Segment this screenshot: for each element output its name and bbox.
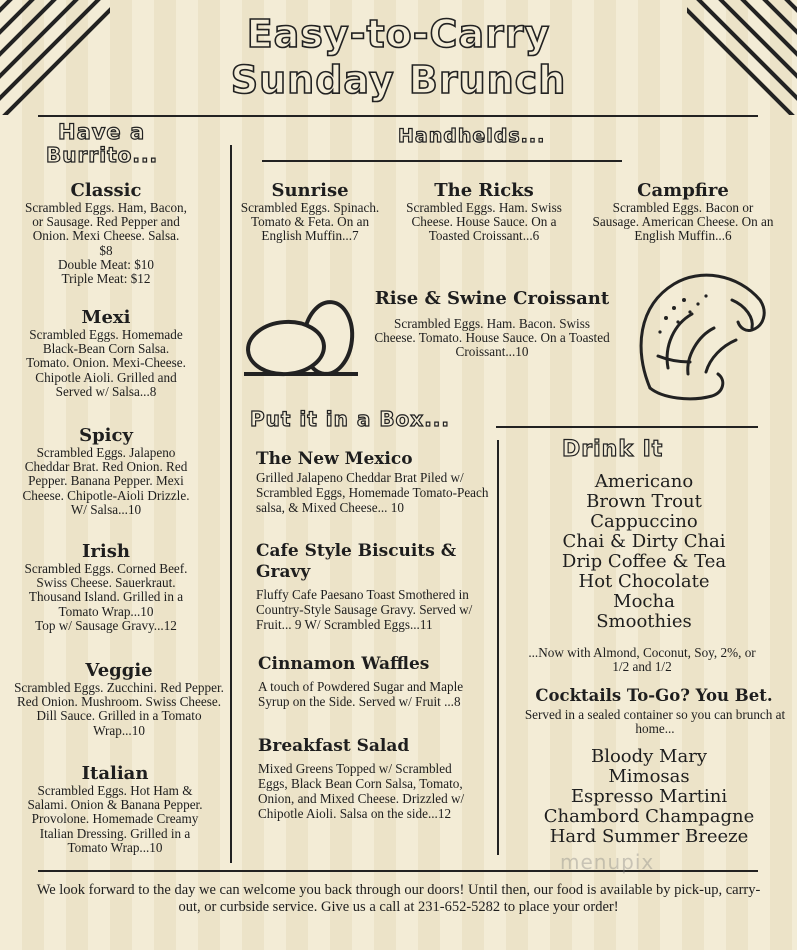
cocktail-list xyxy=(510,747,788,847)
drink-item: Smoothies xyxy=(596,611,692,632)
item-name: Sunrise xyxy=(271,180,349,201)
item-description: Scrambled Eggs. Ham. Swiss Cheese. House Sauce. On a Toasted Croissant...6 xyxy=(406,200,562,244)
item-extra: Double Meat: $10 xyxy=(58,256,154,272)
item-name: The Ricks xyxy=(434,180,534,201)
cocktail-item: Espresso Martini xyxy=(570,786,728,807)
eggs-illustration xyxy=(242,292,362,384)
drink-item: Hot Chocolate xyxy=(578,571,710,592)
top-divider xyxy=(38,115,758,117)
item-name: Mexi xyxy=(81,307,131,328)
cocktail-item: Hard Summer Breeze xyxy=(549,826,749,847)
item-name: Italian xyxy=(81,763,149,784)
item-description: A touch of Powdered Sugar and Maple Syrup on the Side. Served w/ Fruit ...8 xyxy=(258,679,464,709)
watermark: menupix xyxy=(560,850,655,874)
menu-title-line2: Sunday Brunch xyxy=(230,58,567,102)
item-description: Scrambled Eggs. Bacon or Sausage. American Cheese. On an English Muffin...6 xyxy=(592,200,774,244)
item-description: Scrambled Eggs. Ham. Bacon. Swiss Cheese. Tomato. House Sauce. On a Toasted Croissant...10 xyxy=(374,316,610,360)
item-name: Veggie xyxy=(85,660,153,681)
handheld-the-ricks xyxy=(404,180,564,244)
drink-item: Mocha xyxy=(613,591,675,612)
item-name: Cinnamon Waffles xyxy=(258,654,430,674)
column-divider xyxy=(230,145,232,863)
drink-heading: Drink It xyxy=(562,437,664,462)
burrito-irish xyxy=(20,541,192,633)
box-biscuits-gravy xyxy=(256,541,492,632)
drink-item: Cappuccino xyxy=(590,511,698,532)
item-name: The New Mexico xyxy=(256,449,413,469)
burrito-veggie xyxy=(12,660,226,738)
item-name: Cafe Style Biscuits & Gravy xyxy=(256,541,457,582)
box-breakfast-salad xyxy=(258,736,478,821)
drink-item: Chai & Dirty Chai xyxy=(562,531,726,552)
burrito-mexi xyxy=(20,307,192,399)
box-divider xyxy=(497,440,499,855)
item-extra: Triple Meat: $12 xyxy=(61,271,151,287)
item-description: Scrambled Eggs. Homemade Black-Bean Corn Salsa. Tomato. Onion. Mexi-Cheese. Chipotle Aioli. Grilled and Served w/ Salsa...8 xyxy=(26,327,186,399)
item-name: Classic xyxy=(70,180,142,201)
item-description: Scrambled Eggs. Spinach. Tomato & Feta. On an English Muffin...7 xyxy=(240,200,380,244)
handheld-campfire xyxy=(588,180,778,244)
cocktails-note: Served in a sealed container so you can brunch at home... xyxy=(524,707,786,737)
item-extra: Top w/ Sausage Gravy...12 xyxy=(35,617,177,633)
burrito-italian xyxy=(20,763,210,855)
box-heading: Put it in a Box... xyxy=(250,407,450,431)
item-description: Fluffy Cafe Paesano Toast Smothered in Country-Style Sausage Gravy. Served w/ Fruit... 9 W/ Scrambled Eggs...11 xyxy=(256,587,473,632)
box-new-mexico xyxy=(256,449,492,515)
handhelds-underline xyxy=(262,160,622,162)
burrito-classic xyxy=(20,180,192,286)
cocktail-item: Bloody Mary xyxy=(590,746,707,767)
item-name: Breakfast Salad xyxy=(258,736,410,756)
cocktails-title: Cocktails To-Go? You Bet. xyxy=(535,686,773,705)
menu-title-line1: Easy-to-Carry xyxy=(246,12,551,56)
cocktail-item: Chambord Champagne xyxy=(543,806,755,827)
item-name: Spicy xyxy=(79,425,133,446)
box-heading-line xyxy=(496,426,758,428)
footer-message: We look forward to the day we can welcome you back through our doors! Until then, our food is available by pick-up, carry-out, or curbside service. Give us a call at 231-652-5282 to place your order! xyxy=(36,882,761,915)
milk-options-note: ...Now with Almond, Coconut, Soy, 2%, or 1/2 and 1/2 xyxy=(528,645,756,675)
cocktail-item: Mimosas xyxy=(608,766,690,787)
drink-item: Americano xyxy=(594,471,694,492)
handheld-rise-and-swine xyxy=(364,288,620,360)
drink-list xyxy=(510,472,778,632)
item-description: Grilled Jalapeno Cheddar Brat Piled w/ Scrambled Eggs, Homemade Tomato-Peach salsa, & Mixed Cheese... 10 xyxy=(256,470,489,515)
burrito-spicy xyxy=(14,425,198,517)
item-description: Scrambled Eggs. Jalapeno Cheddar Brat. Red Onion. Red Pepper. Banana Pepper. Mexi Cheese. Chipotle-Aioli Drizzle. W/ Salsa...10 xyxy=(22,445,190,517)
handheld-sunrise xyxy=(230,180,390,244)
item-description: Scrambled Eggs. Zucchini. Red Pepper. Red Onion. Mushroom. Swiss Cheese. Dill Sauce. Grilled in a Tomato Wrap...10 xyxy=(14,680,224,738)
item-description: Scrambled Eggs. Hot Ham & Salami. Onion & Banana Pepper. Provolone. Homemade Creamy Italian Dressing. Grilled in a Tomato Wrap...10 xyxy=(27,783,203,855)
handhelds-heading: Handhelds... xyxy=(398,125,546,147)
burrito-heading-line1: Have a xyxy=(58,120,146,144)
item-price: $8 xyxy=(99,242,113,258)
item-description: Mixed Greens Topped w/ Scrambled Eggs, Black Bean Corn Salsa, Tomato, Onion, and Mixed Cheese. Drizzled w/ Chipotle Aioli. Salsa on the side...12 xyxy=(258,761,465,821)
box-cinnamon-waffles xyxy=(258,654,482,709)
item-name: Irish xyxy=(82,541,130,562)
item-name: Campfire xyxy=(637,180,729,201)
drink-item: Drip Coffee & Tea xyxy=(561,551,727,572)
croissant-illustration xyxy=(628,270,773,410)
item-name: Rise & Swine Croissant xyxy=(374,288,610,309)
item-description: Scrambled Eggs. Corned Beef. Swiss Cheese. Sauerkraut. Thousand Island. Grilled in a Tomato Wrap...10 xyxy=(24,561,188,619)
burrito-heading-line2: Burrito... xyxy=(46,143,159,167)
drink-item: Brown Trout xyxy=(586,491,702,512)
item-description: Scrambled Eggs. Ham, Bacon, or Sausage. Red Pepper and Onion. Mexi Cheese. Salsa. xyxy=(25,200,187,244)
